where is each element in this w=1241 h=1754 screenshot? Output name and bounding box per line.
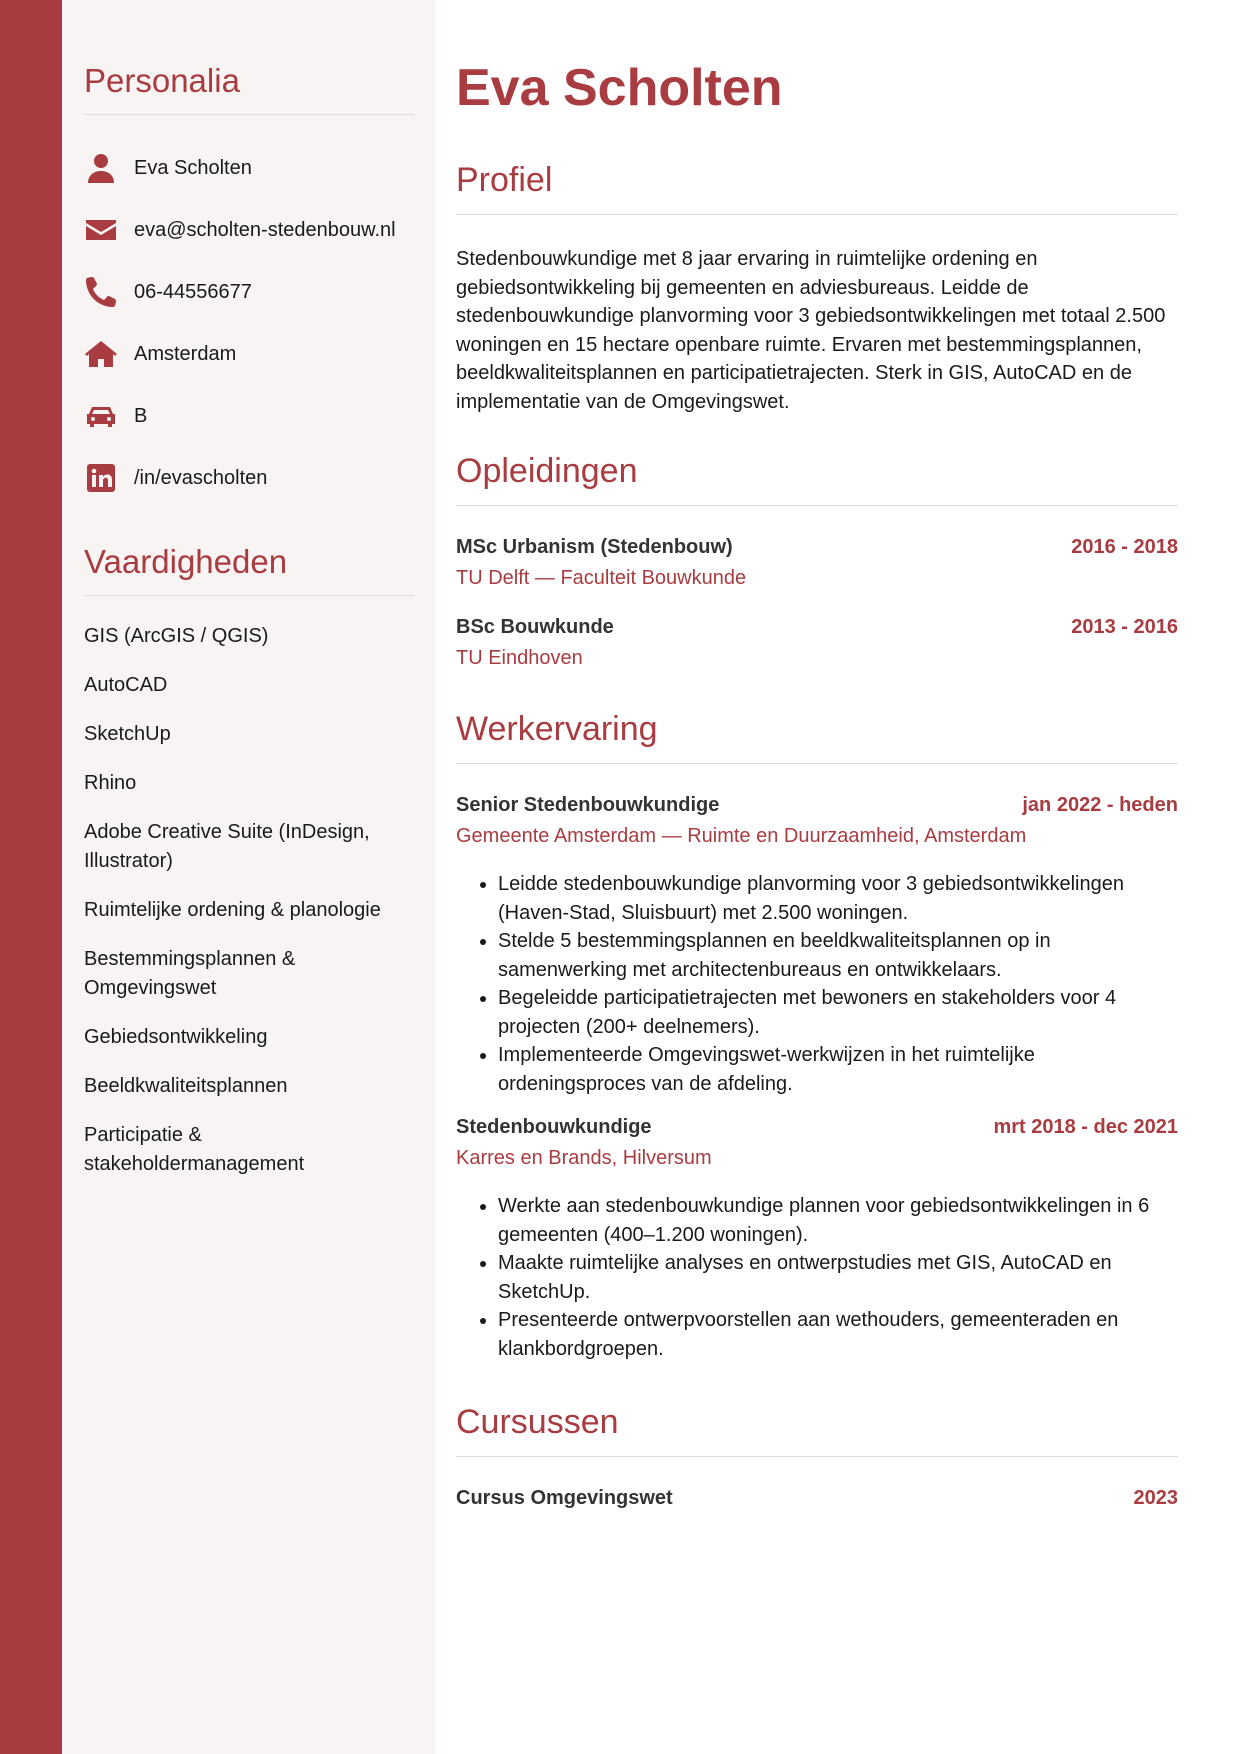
education-section — [456, 452, 1178, 670]
contact-license-value: B — [134, 404, 148, 427]
education-heading: Opleidingen — [456, 452, 1178, 506]
job-bullets — [456, 870, 1178, 1098]
education-date: 2013 - 2016 — [1071, 616, 1178, 639]
job-bullets — [456, 1192, 1178, 1363]
profile-section — [456, 161, 1178, 416]
skill-item: Rhino — [84, 772, 137, 794]
job-bullet: • Stelde 5 bestemmingsplannen en beeldkwaliteitsplannen op in samenwerking met architectenbureaus en ontwikkelaars. — [498, 927, 1178, 984]
course-entry — [456, 1487, 1178, 1510]
experience-heading: Werkervaring — [456, 710, 1178, 764]
skill-item: Participatie & stakeholdermanagement — [84, 1124, 305, 1175]
personalia-heading: Personalia — [84, 62, 415, 115]
education-title: BSc Bouwkunde — [456, 616, 614, 639]
experience-entry — [456, 1116, 1178, 1363]
job-title: Stedenbouwkundige — [456, 1116, 652, 1139]
envelope-icon — [84, 213, 118, 247]
skill-item: GIS (ArcGIS / QGIS) — [84, 625, 269, 647]
contact-city — [84, 323, 415, 385]
car-icon — [84, 399, 118, 433]
job-employer: Karres en Brands, Hilversum — [456, 1147, 712, 1170]
job-title: Senior Stedenbouwkundige — [456, 794, 720, 817]
main-content — [456, 0, 1178, 1754]
skill-item: Gebiedsontwikkeling — [84, 1026, 268, 1048]
phone-icon — [84, 275, 118, 309]
skill-item: SketchUp — [84, 723, 171, 745]
education-institution: TU Delft — Faculteit Bouwkunde — [456, 567, 747, 590]
skill-item: Beeldkwaliteitsplannen — [84, 1075, 288, 1097]
linkedin-icon — [84, 461, 118, 495]
contact-linkedin — [84, 447, 415, 509]
job-bullet: • Maakte ruimtelijke analyses en ontwerpstudies met GIS, AutoCAD en SketchUp. — [498, 1249, 1178, 1306]
contact-linkedin-value[interactable]: /in/evascholten — [134, 466, 268, 489]
job-date: jan 2022 - heden — [1022, 794, 1178, 817]
contact-city-value: Amsterdam — [134, 342, 237, 365]
contact-email-value[interactable]: eva@scholten-stedenbouw.nl — [134, 218, 396, 241]
skill-list — [84, 622, 415, 1179]
sidebar — [62, 0, 435, 1754]
experience-section — [456, 710, 1178, 1363]
education-date: 2016 - 2018 — [1071, 536, 1178, 559]
job-bullet: • Implementeerde Omgevingswet-werkwijzen in het ruimtelijke ordeningsproces van de afdeling. — [498, 1041, 1178, 1098]
contact-phone — [84, 261, 415, 323]
skills-heading: Vaardigheden — [84, 543, 415, 596]
contact-list — [84, 137, 415, 509]
education-entry — [456, 536, 1178, 590]
contact-phone-value[interactable]: 06-44556677 — [134, 280, 252, 303]
education-title: MSc Urbanism (Stedenbouw) — [456, 536, 733, 559]
education-entry — [456, 616, 1178, 670]
skill-item: Bestemmingsplannen & Omgevingswet — [84, 948, 296, 999]
house-icon — [84, 337, 118, 371]
contact-name-value: Eva Scholten — [134, 156, 252, 179]
skill-item: AutoCAD — [84, 674, 168, 696]
job-date: mrt 2018 - dec 2021 — [993, 1116, 1178, 1139]
skill-item: Ruimtelijke ordening & planologie — [84, 899, 381, 921]
candidate-name: Eva Scholten — [456, 59, 783, 117]
courses-section — [456, 1403, 1178, 1510]
courses-heading: Cursussen — [456, 1403, 1178, 1457]
job-bullet: • Leidde stedenbouwkundige planvorming voor 3 gebiedsontwikkelingen (Haven-Stad, Sluisbuurt) met 2.500 woningen. — [498, 870, 1178, 927]
person-icon — [84, 151, 118, 185]
education-institution: TU Eindhoven — [456, 647, 583, 670]
accent-strip — [0, 0, 62, 1754]
experience-entry — [456, 794, 1178, 1098]
job-employer: Gemeente Amsterdam — Ruimte en Duurzaamheid, Amsterdam — [456, 825, 1027, 848]
job-bullet: • Presenteerde ontwerpvoorstellen aan wethouders, gemeenteraden en klankbordgroepen. — [498, 1306, 1178, 1363]
contact-name — [84, 137, 415, 199]
skill-item: Adobe Creative Suite (InDesign, Illustrator) — [84, 821, 370, 872]
course-date: 2023 — [1133, 1487, 1178, 1510]
profile-heading: Profiel — [456, 161, 1178, 215]
course-title: Cursus Omgevingswet — [456, 1487, 673, 1510]
job-bullet: • Werkte aan stedenbouwkundige plannen voor gebiedsontwikkelingen in 6 gemeenten (400–1.200 woningen). — [498, 1192, 1178, 1249]
contact-license — [84, 385, 415, 447]
contact-email — [84, 199, 415, 261]
job-bullet: • Begeleidde participatietrajecten met bewoners en stakeholders voor 4 projecten (200+ deelnemers). — [498, 984, 1178, 1041]
profile-text: Stedenbouwkundige met 8 jaar ervaring in ruimtelijke ordening en gebiedsontwikkeling bij gemeenten en adviesbureaus. Leidde de stedenbouwkundige planvorming voor 3 gebiedsontwikkelingen met totaal 2.500 woningen en 15 hectare openbare ruimte. Ervaren met bestemmingsplannen, beeldkwaliteitsplannen en participatietrajecten. Sterk in GIS, AutoCAD en de implementatie van de Omgevingswet. — [456, 248, 1166, 413]
